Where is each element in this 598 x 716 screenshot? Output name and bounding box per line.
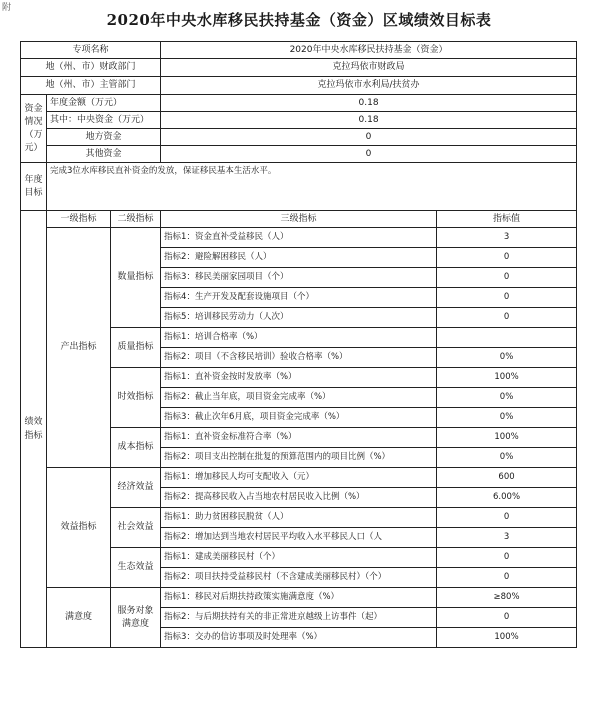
page-title: 2020年中央水库移民扶持基金（资金）区域绩效目标表 [106,11,492,29]
timeliness-indicator-label: 时效指标 [111,368,161,428]
indicators-group-label: 绩效指标 [21,211,47,648]
funding-label: 其中：中央资金（万元） [47,112,161,129]
funding-label: 年度金额（万元） [47,95,161,112]
indicator-name: 指标2：项目（不含移民培训）验收合格率（%） [161,348,437,368]
indicator-name: 指标5：培训移民劳动力（人次） [161,308,437,328]
benefit-indicator-label: 效益指标 [47,468,111,588]
project-name-row [21,42,577,59]
indicator-value: 0 [437,508,577,528]
quantity-indicator-label: 数量指标 [111,228,161,328]
indicator-value: 100% [437,368,577,388]
indicator-name: 指标1：助力贫困移民脱贫（人） [161,508,437,528]
indicator-value: 0% [437,408,577,428]
funding-row [21,112,577,129]
funding-value: 0 [161,129,577,146]
funding-label: 其他资金 [47,146,161,163]
funding-value: 0.18 [161,95,577,112]
quality-indicator-label: 质量指标 [111,328,161,368]
indicator-name: 指标2：增加达到当地农村居民平均收入水平移民人口（人 [161,528,437,548]
annual-goal-row [21,163,577,211]
level1-header: 一级指标 [47,211,111,228]
satisfaction-indicator-label: 满意度 [47,588,111,648]
indicator-value: 100% [437,628,577,648]
finance-dept-label: 地（州、市）财政部门 [21,59,161,77]
funding-row [21,95,577,112]
indicator-name: 指标4：生产开发及配套设施项目（个） [161,288,437,308]
indicator-row [21,588,577,608]
level2-header: 二级指标 [111,211,161,228]
funding-value: 0 [161,146,577,163]
indicator-name: 指标2：提高移民收入占当地农村居民收入比例（%） [161,488,437,508]
indicator-value: 0 [437,248,577,268]
indicator-name: 指标1：增加移民人均可支配收入（元） [161,468,437,488]
finance-dept-row [21,59,577,77]
indicator-value: 3 [437,228,577,248]
indicator-name: 指标2：与后期扶持有关的非正常进京越级上访事件（起） [161,608,437,628]
indicator-value: ≥80% [437,588,577,608]
funding-row [21,146,577,163]
indicator-value: 0 [437,568,577,588]
cost-indicator-label: 成本指标 [111,428,161,468]
indicator-name: 指标1：直补资金按时发放率（%） [161,368,437,388]
indicator-name: 指标1：培训合格率（%） [161,328,437,348]
social-indicator-label: 社会效益 [111,508,161,548]
indicator-name: 指标2：项目扶持受益移民村（不含建成美丽移民村）（个） [161,568,437,588]
indicator-value: 0% [437,448,577,468]
indicator-value: 0 [437,608,577,628]
ecological-indicator-label: 生态效益 [111,548,161,588]
indicator-name: 指标2：项目支出控制在批复的预算范围内的项目比例（%） [161,448,437,468]
indicator-value: 6.00% [437,488,577,508]
value-header: 指标值 [437,211,577,228]
service-satisfaction-label: 服务对象满意度 [111,588,161,648]
indicator-value: 0% [437,388,577,408]
funding-value: 0.18 [161,112,577,129]
indicator-name: 指标2：避险解困移民（人） [161,248,437,268]
funding-label: 地方资金 [47,129,161,146]
indicator-value: 3 [437,528,577,548]
indicator-name: 指标1：建成美丽移民村（个） [161,548,437,568]
output-indicator-label: 产出指标 [47,228,111,468]
indicator-value: 0 [437,548,577,568]
indicator-value: 0 [437,268,577,288]
indicator-value: 0 [437,288,577,308]
indicator-name: 指标3：交办的信访事项及时处理率（%） [161,628,437,648]
mgmt-dept-value: 克拉玛依市水利局/扶贫办 [161,77,577,95]
level3-header: 三级指标 [161,211,437,228]
indicator-header-row [21,211,577,228]
indicator-value [437,328,577,348]
funding-row [21,129,577,146]
indicator-name: 指标1：资金直补受益移民（人） [161,228,437,248]
indicator-name: 指标1：直补资金标准符合率（%） [161,428,437,448]
indicator-value: 0 [437,308,577,328]
indicator-value: 100% [437,428,577,448]
corner-mark: 附 [2,3,12,13]
indicator-name: 指标1：移民对后期扶持政策实施满意度（%） [161,588,437,608]
performance-table [20,41,577,648]
annual-goal-text: 完成3位水库移民直补资金的发放，保证移民基本生活水平。 [47,163,577,211]
indicator-value: 600 [437,468,577,488]
funding-group-label: 资金情况（万元） [21,95,47,163]
indicator-row [21,468,577,488]
indicator-name: 指标2：截止当年底，项目资金完成率（%） [161,388,437,408]
mgmt-dept-row [21,77,577,95]
finance-dept-value: 克拉玛依市财政局 [161,59,577,77]
annual-goal-label: 年度目标 [21,163,47,211]
economic-indicator-label: 经济效益 [111,468,161,508]
mgmt-dept-label: 地（州、市）主管部门 [21,77,161,95]
project-name-value: 2020年中央水库移民扶持基金（资金） [161,42,577,59]
indicator-value: 0% [437,348,577,368]
project-name-label: 专项名称 [21,42,161,59]
indicator-row [21,228,577,248]
indicator-name: 指标3：移民美丽家园项目（个） [161,268,437,288]
indicator-name: 指标3：截止次年6月底，项目资金完成率（%） [161,408,437,428]
